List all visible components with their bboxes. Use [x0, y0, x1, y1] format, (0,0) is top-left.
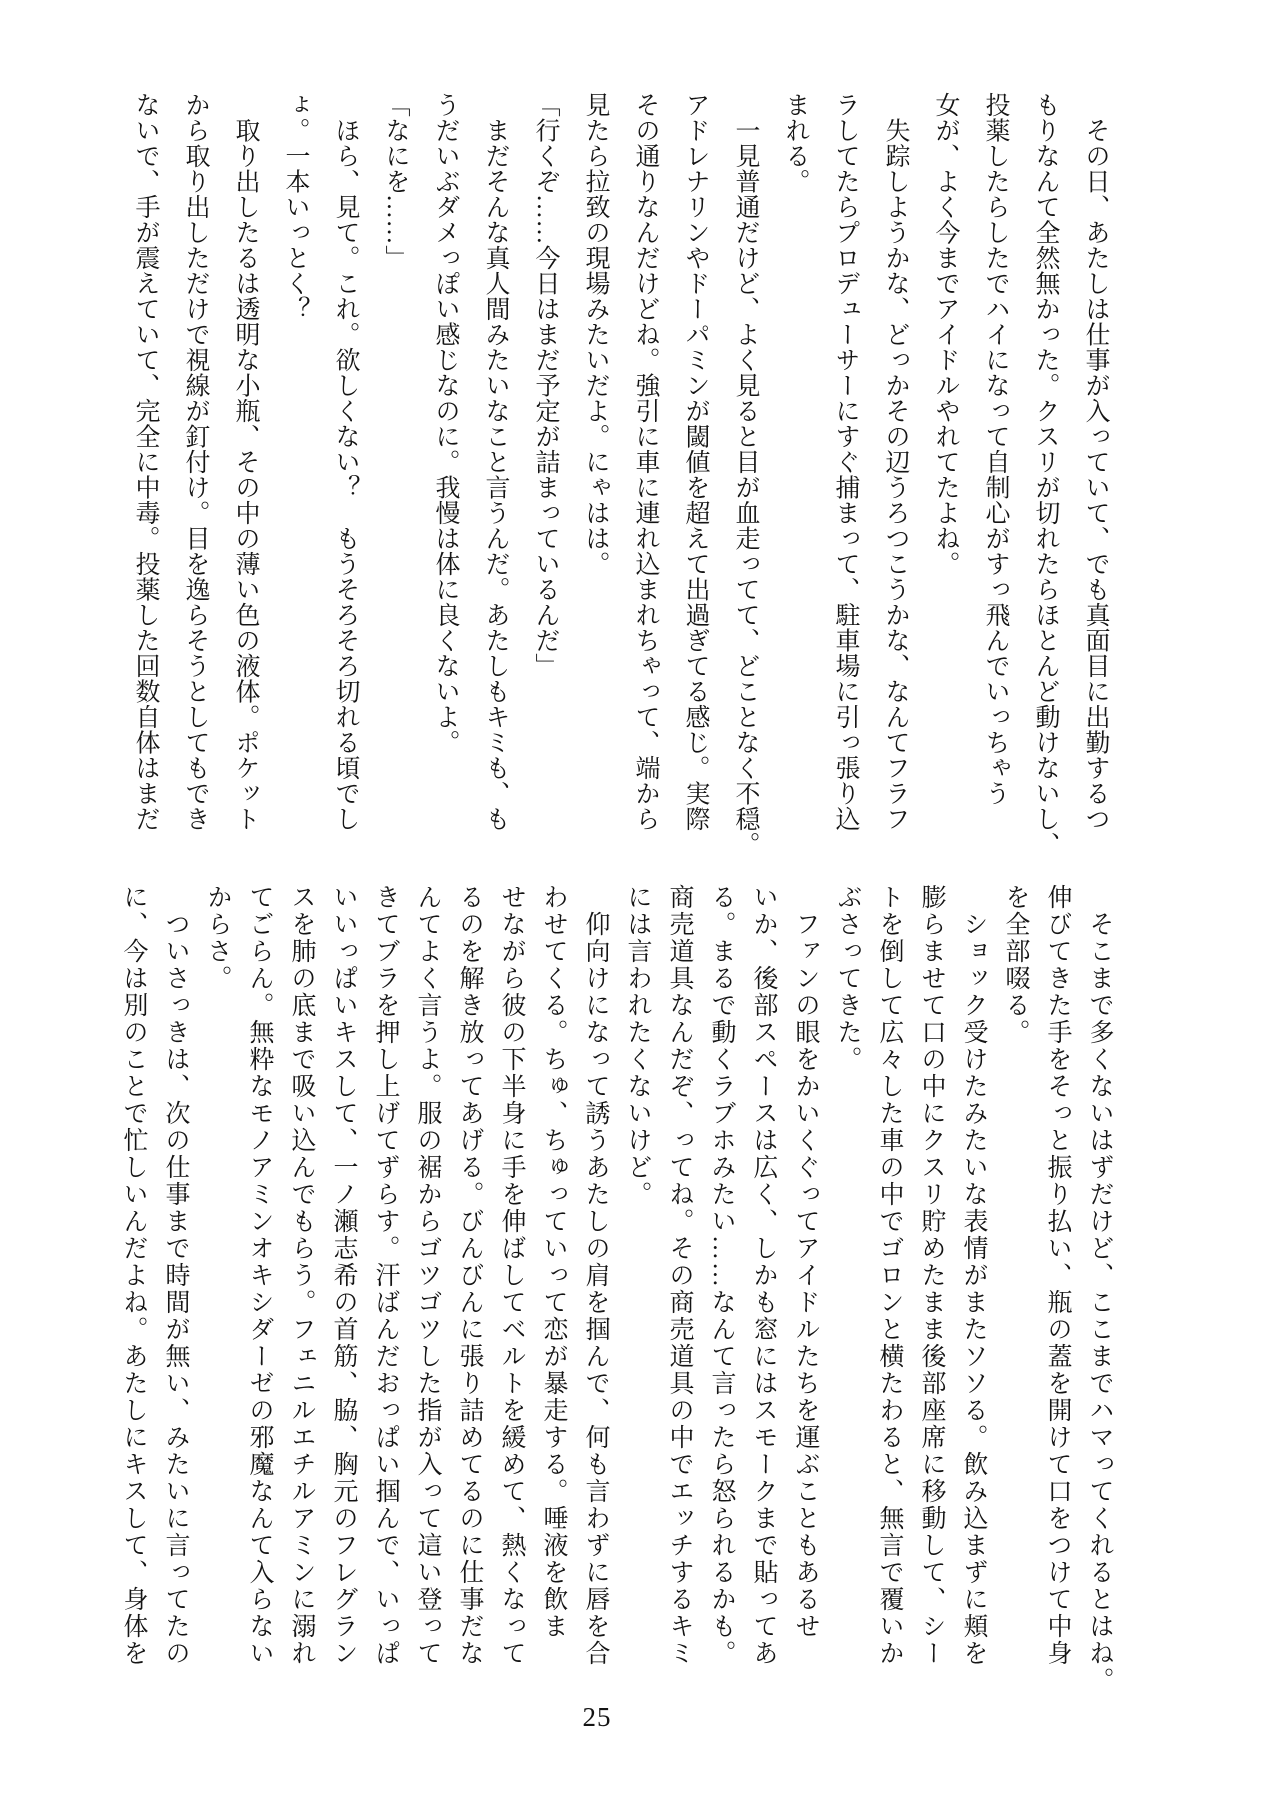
text-column: ょ。一本いっとく？ — [282, 92, 309, 322]
text-column: 投薬したらしたでハイになって自制心がすっ飛んでいっちゃう — [982, 92, 1009, 806]
text-column: から取り出しただけで視線が釘付け。目を逸らそうとしてもでき — [182, 92, 209, 832]
text-column: わせてくる。ちゅ、ちゅっていって恋が暴走する。唾液を飲ま — [540, 884, 567, 1640]
text-column: 仰向けになって誘うあたしの肩を掴んで、何も言わずに唇を合 — [582, 884, 609, 1667]
text-column: いか、後部スペースは広く、しかも窓にはスモークまで貼ってあ — [750, 884, 777, 1667]
text-column: ファンの眼をかいくぐってアイドルたちを運ぶこともあるせ — [792, 884, 819, 1640]
text-column: る。まるで動くラブホみたい……なんて言ったら怒られるかも。 — [708, 884, 735, 1667]
text-column: せながら彼の下半身に手を伸ばしてベルトを緩めて、熱くなって — [498, 884, 525, 1667]
text-column: 膨らませて口の中にクスリ貯めたまま後部座席に移動して、シー — [918, 884, 945, 1667]
text-column: んてよく言うよ。服の裾からゴツゴツした指が入って這い登って — [414, 884, 441, 1667]
text-column: に、今は別のことで忙しいんだよね。あたしにキスして、身体を — [120, 884, 147, 1667]
text-column: てごらん。無粋なモノアミンオキシダーゼの邪魔なんて入らない — [246, 884, 273, 1667]
text-column: 一見普通だけど、よく見ると目が血走ってて、どことなく不穏。 — [732, 92, 759, 857]
page-number: 25 — [582, 1702, 612, 1732]
text-block-bottom — [112, 884, 1120, 1736]
text-column: を全部啜る。 — [1002, 884, 1029, 1046]
text-column: トを倒して広々した車の中でゴロンと横たわると、無言で覆いか — [876, 884, 903, 1667]
text-column: まだそんな真人間みたいなこと言うんだ。あたしもキミも、も — [482, 92, 509, 832]
text-column: そこまで多くないはずだけど、ここまでハマってくれるとはね。 — [1086, 884, 1113, 1694]
text-column: きてブラを押し上げてずらす。汗ばんだおっぱい掴んで、いっぱ — [372, 884, 399, 1667]
text-column: 見たら拉致の現場みたいだよ。にゃはは。 — [582, 92, 609, 577]
text-column: その日、あたしは仕事が入っていて、でも真面目に出勤するつ — [1082, 92, 1109, 832]
text-column: には言われたくないけど。 — [624, 884, 651, 1208]
text-column: ほら、見て。これ。欲しくない？ もうそろそろ切れる頃でし — [332, 92, 359, 832]
text-column: ついさっきは、次の仕事まで時間が無い、みたいに言ってたの — [162, 884, 189, 1667]
text-block-top — [120, 92, 1120, 887]
text-column: その通りなんだけどね。強引に車に連れ込まれちゃって、端から — [632, 92, 659, 832]
text-column: るのを解き放ってあげる。びんびんに張り詰めてるのに仕事だな — [456, 884, 483, 1667]
text-column: 失踪しようかな、どっかその辺うろつこうかな、なんてフラフ — [882, 92, 909, 832]
text-column: ぶさってきた。 — [834, 884, 861, 1073]
text-column: スを肺の底まで吸い込んでもらう。フェニルエチルアミンに溺れ — [288, 884, 315, 1667]
text-column: ないで、手が震えていて、完全に中毒。投薬した回数自体はまだ — [132, 92, 159, 832]
text-column: 伸びてきた手をそっと振り払い、瓶の蓋を開けて口をつけて中身 — [1044, 884, 1071, 1667]
text-column: ショック受けたみたいな表情がまたソソる。飲み込まずに頬を — [960, 884, 987, 1667]
text-column: 商売道具なんだぞ、ってね。その商売道具の中でエッチするキミ — [666, 884, 693, 1667]
text-column: ラしてたらプロデューサーにすぐ捕まって、駐車場に引っ張り込 — [832, 92, 859, 832]
text-column: うだいぶダメっぽい感じなのに。我慢は体に良くないよ。 — [432, 92, 459, 755]
text-column: 女が、よく今までアイドルやれてたよね。 — [932, 92, 959, 577]
text-column: まれる。 — [782, 92, 809, 194]
text-column: からさ。 — [204, 884, 231, 992]
text-column: 取り出したるは透明な小瓶、その中の薄い色の液体。ポケット — [232, 92, 259, 832]
text-column: いいっぱいキスして、一ノ瀬志希の首筋、脇、胸元のフレグラン — [330, 884, 357, 1667]
text-column: もりなんて全然無かった。クスリが切れたらほとんど動けないし、 — [1032, 92, 1059, 857]
text-column: アドレナリンやドーパミンが閾値を超えて出過ぎてる感じ。実際 — [682, 92, 709, 832]
text-column: 「行くぞ……今日はまだ予定が詰まっているんだ」 — [532, 92, 559, 679]
text-column: 「なにを……」 — [382, 92, 409, 271]
